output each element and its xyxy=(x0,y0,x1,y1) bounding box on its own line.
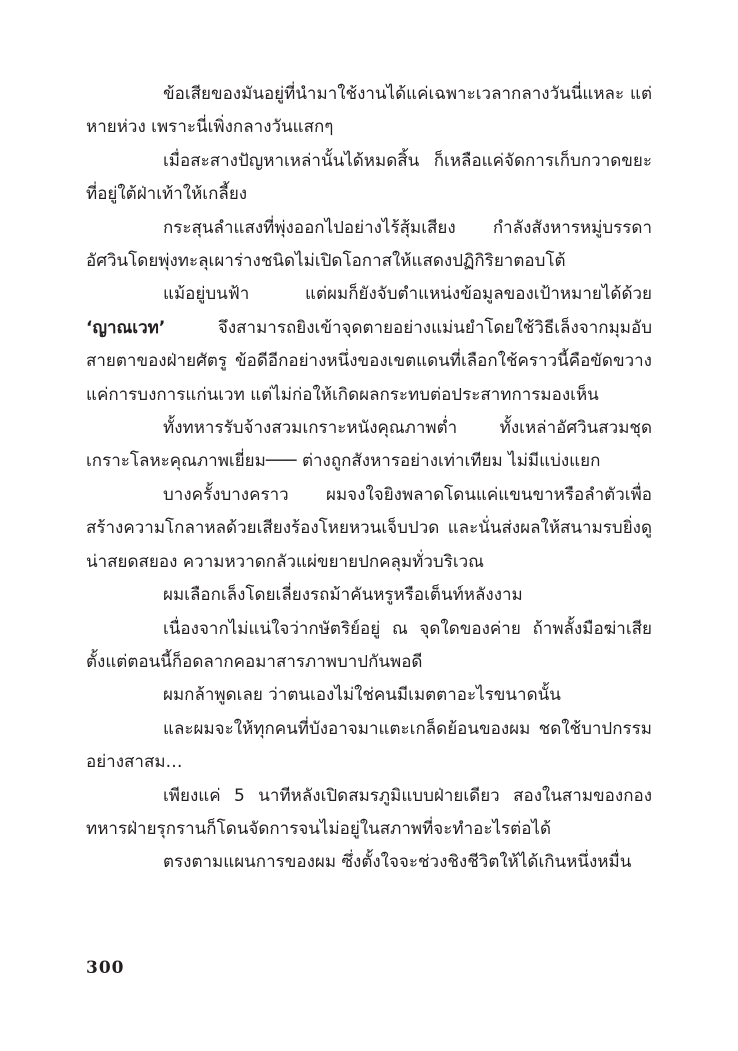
body-text xyxy=(86,78,652,880)
paragraph-10: และผมจะให้ทุกคนที่บังอาจมาแตะเกล็ดย้อนของผม ชดใช้บาปกรรมอย่างสาสม… xyxy=(86,718,652,773)
paragraph-6: บางครั้งบางคราว ผมจงใจยิงพลาดโดนแค่แขนขาหรือลำตัวเพื่อสร้างความโกลาหลด้วยเสียงร้องโหยหวนเจ็บปวด และนั่นส่งผลให้สนามรบยิ่งดูน่าสยดสยอง ความหวาดกลัวแผ่ขยายปกคลุมทั่วบริเวณ xyxy=(86,484,652,572)
paragraph-1: ข้อเสียของมันอยู่ที่นำมาใช้งานได้แค่เฉพาะเวลากลางวันนี่แหละ แต่หายห่วง เพราะนี่เพิ่งกลางวันแสกๆ xyxy=(86,84,652,138)
paragraph-9: ผมกล้าพูดเลย ว่าตนเองไม่ใช่คนมีเมตตาอะไรขนาดนั้น xyxy=(163,685,561,706)
paragraph-3: กระสุนลำแสงที่พุ่งออกไปอย่างไร้สุ้มเสียง กำลังสังหารหมู่บรรดาอัศวินโดยพุ่งทะลุเผาร่างชนิดไม่เปิดโอกาสให้แสดงปฏิกิริยาตอบโต้ xyxy=(86,217,652,272)
paragraph-7: ผมเลือกเล็งโดยเลี่ยงรถม้าคันหรูหรือเต็นท์หลังงาม xyxy=(163,585,523,606)
paragraph-4 xyxy=(86,278,652,412)
bold-term: ‘ญาณเวท’ xyxy=(86,317,166,338)
paragraph-8: เนื่องจากไม่แน่ใจว่ากษัตริย์อยู่ ณ จุดใดของค่าย ถ้าพลั้งมือฆ่าเสียตั้งแต่ตอนนี้ก็อดลากคอมาสารภาพบาปกันพอดี xyxy=(86,618,652,672)
paragraph-5: ทั้งทหารรับจ้างสวมเกราะหนังคุณภาพต่ำ ทั้งเหล่าอัศวินสวมชุดเกราะโลหะคุณภาพเยี่ยม─── ต่างถูกสังหารอย่างเท่าเทียม ไม่มีแบ่งแยก xyxy=(86,418,652,472)
paragraph-12: ตรงตามแผนการของผม ซึ่งตั้งใจจะช่วงชิงชีวิตให้ได้เกินหนึ่งหมื่น xyxy=(163,852,632,873)
page-number: 300 xyxy=(86,958,125,978)
paragraph-11: เพียงแค่ 5 นาทีหลังเปิดสมรภูมิแบบฝ่ายเดียว สองในสามของกองทหารฝ่ายรุกรานก็โดนจัดการจนไม่อยู่ในสภาพที่จะทำอะไรต่อได้ xyxy=(86,785,652,839)
paragraph-2: เมื่อสะสางปัญหาเหล่านั้นได้หมดสิ้น ก็เหลือแค่จัดการเก็บกวาดขยะที่อยู่ใต้ฝ่าเท้าให้เกลี้ยง xyxy=(86,150,652,205)
paragraph-4-text-before: แม้อยู่บนฟ้า แต่ผมก็ยังจับตำแหน่งข้อมูลของเป้าหมายได้ด้วย xyxy=(163,284,652,305)
paragraph-4-text-after: จึงสามารถยิงเข้าจุดตายอย่างแม่นยำโดยใช้วิธีเล็งจากมุมอับสายตาของฝ่ายศัตรู ข้อดีอีกอย่างหนึ่งของเขตแดนที่เลือกใช้คราวนี้คือขัดขวางแค่การบงการแก่นเวท แต่ไม่ก่อให้เกิดผลกระทบต่อประสาทการมองเห็น xyxy=(86,317,652,405)
